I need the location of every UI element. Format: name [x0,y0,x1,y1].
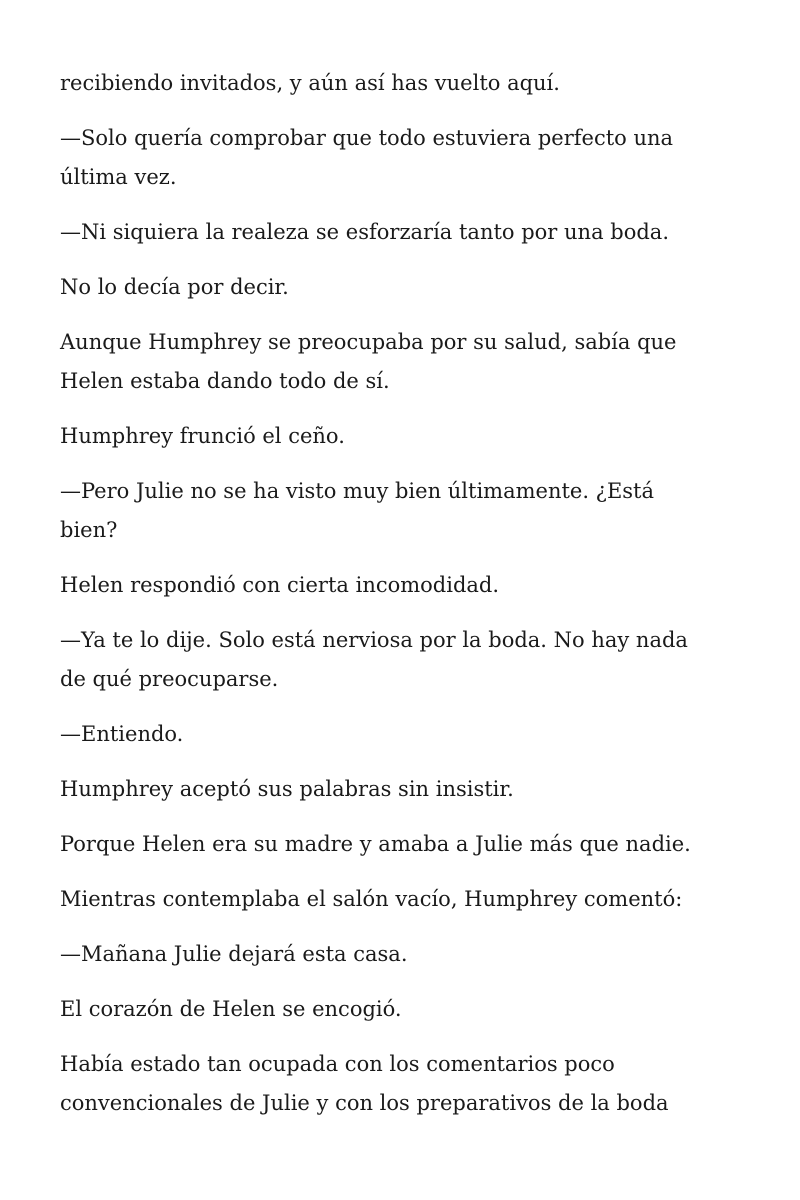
paragraph [60,213,740,252]
text-line: No lo decía por decir. [60,275,289,299]
paragraph [60,64,740,103]
text-line: —Ya te lo dije. Solo está nerviosa por la boda. No hay nada [60,628,688,652]
text-line: recibiendo invitados, y aún así has vuelto aquí. [60,71,560,95]
paragraph [60,715,740,754]
text-line: —Solo quería comprobar que todo estuviera perfecto una [60,126,674,150]
text-line: Helen respondió con cierta incomodidad. [60,573,500,597]
paragraph [60,935,740,974]
text-line: Había estado tan ocupada con los comentarios poco [60,1052,615,1076]
paragraph [60,119,740,197]
text-line: —Ni siquiera la realeza se esforzaría tanto por una boda. [60,220,669,244]
text-line: Aunque Humphrey se preocupaba por su salud, sabía que [60,330,677,354]
text-line: Porque Helen era su madre y amaba a Julie más que nadie. [60,832,691,856]
text-line: convencionales de Julie y con los preparativos de la boda [60,1091,669,1115]
document-page [60,64,740,1139]
paragraph [60,472,740,550]
paragraph [60,268,740,307]
text-line: Helen estaba dando todo de sí. [60,369,390,393]
paragraph [60,621,740,699]
paragraph [60,990,740,1029]
text-line: Humphrey aceptó sus palabras sin insistir. [60,777,514,801]
paragraph [60,880,740,919]
paragraph [60,566,740,605]
paragraph [60,770,740,809]
text-line: —Entiendo. [60,722,184,746]
text-line: de qué preocuparse. [60,667,279,691]
text-line: bien? [60,518,118,542]
text-line: Mientras contemplaba el salón vacío, Humphrey comentó: [60,887,683,911]
paragraph [60,1045,740,1123]
paragraph [60,825,740,864]
text-line: El corazón de Helen se encogió. [60,997,402,1021]
paragraph [60,417,740,456]
text-line: —Mañana Julie dejará esta casa. [60,942,408,966]
text-line: última vez. [60,165,177,189]
paragraph [60,323,740,401]
text-line: —Pero Julie no se ha visto muy bien últimamente. ¿Está [60,479,655,503]
text-line: Humphrey frunció el ceño. [60,424,345,448]
